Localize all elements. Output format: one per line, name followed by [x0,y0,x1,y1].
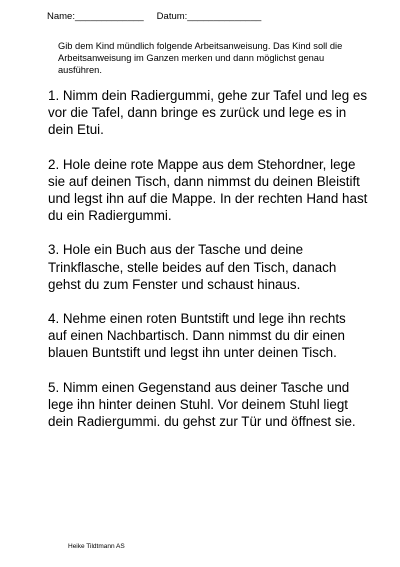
task-item-1: 1. Nimm dein Radiergummi, gehe zur Tafel und leg es vor die Tafel, dann bringe es zurück und lege es in dein Etui. [48,88,368,138]
header [47,11,261,22]
task-item-5: 5. Nimm einen Gegenstand aus deiner Tasche und lege ihn hinter deinen Stuhl. Vor deinem Stuhl liegt dein Radiergummi. du gehst zur Tür und öffnest sie. [48,379,356,430]
task-item-3: 3. Hole ein Buch aus der Tasche und deine Trinkflasche, stelle beides auf den Tisch, danach gehst du zum Fenster und schaust hinaus. [48,242,337,292]
name-field: Name:_____________ [47,11,144,22]
task-list [48,87,368,447]
author-footer: Heike Tildtmann AS [68,543,125,550]
instruction-text: Gib dem Kind mündlich folgende Arbeitsanweisung. Das Kind soll die Arbeitsanweisung im Ganzen merken und dann möglichst genau ausführen. [58,41,343,75]
date-field: Datum:______________ [156,11,262,22]
task-item-2: 2. Hole deine rote Mappe aus dem Stehordner, lege sie auf deinen Tisch, dann nimmst du deinen Bleistift und legst ihn auf die Mappe. In der rechten Hand hast du ein Radiergummi. [48,156,368,224]
task-item-4: 4. Nehme einen roten Buntstift und lege ihn rechts auf einen Nachbartisch. Dann nimmst du dir einen blauen Buntstift und legst ihn unter deinen Tisch. [48,311,346,361]
